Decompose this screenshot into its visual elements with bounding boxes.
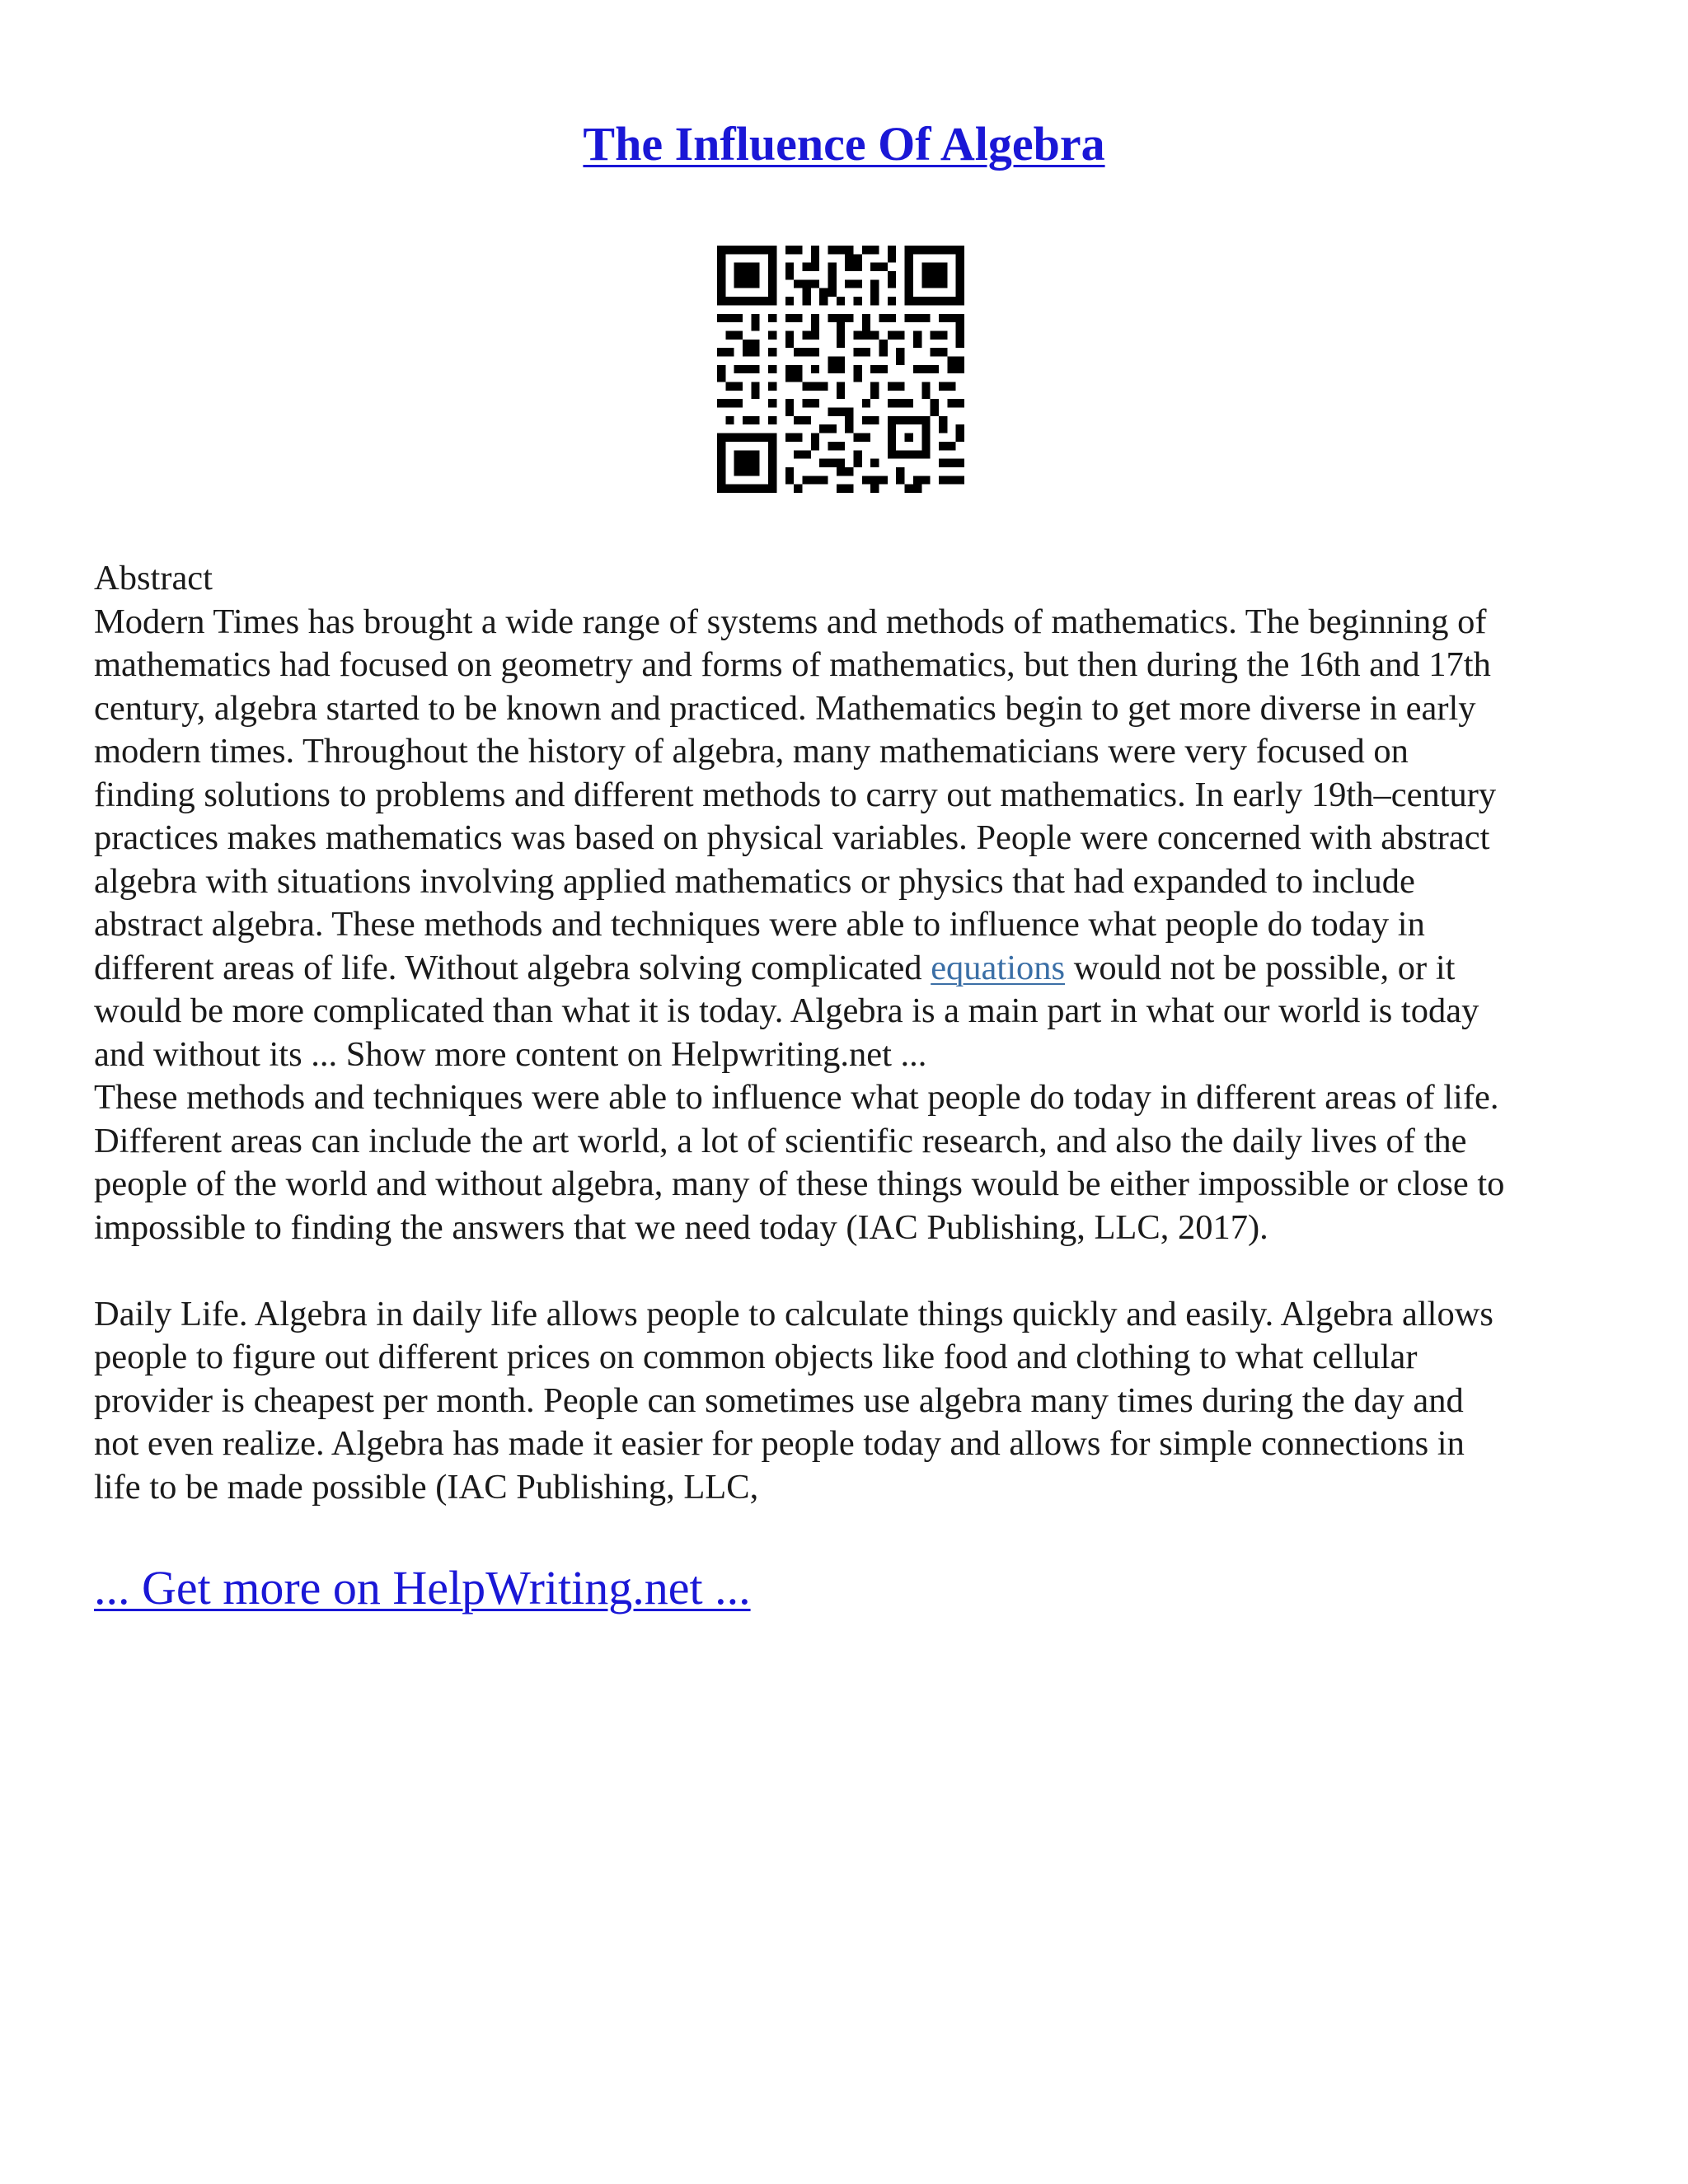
text-line: finding solutions to problems and different methods to carry out mathematics. In early 19th–century	[94, 775, 1497, 814]
text-line: algebra with situations involving applied mathematics or physics that had expanded to include	[94, 861, 1415, 901]
text-line: not even realize. Algebra has made it easier for people today and allows for simple connections in	[94, 1424, 1465, 1463]
title-link[interactable]: The Influence Of Algebra	[583, 117, 1105, 171]
text-line: Daily Life. Algebra in daily life allows people to calculate things quickly and easily. Algebra allows	[94, 1294, 1493, 1333]
text-line: provider is cheapest per month. People can sometimes use algebra many times during the day and	[94, 1380, 1464, 1420]
equations-link[interactable]: equations	[931, 948, 1066, 987]
text-line: life to be made possible (IAC Publishing, LLC,	[94, 1467, 759, 1507]
document-title	[0, 115, 1688, 173]
text-line: would be more complicated than what it is today. Algebra is a main part in what our world is today	[94, 991, 1479, 1030]
get-more-link[interactable]: ... Get more on HelpWriting.net ...	[94, 1561, 751, 1615]
text-line-with-link	[94, 947, 1602, 991]
paragraph-spacer	[94, 1249, 1602, 1293]
text-fragment: different areas of life. Without algebra solving complicated	[94, 948, 931, 987]
text-line: people of the world and without algebra, many of these things would be either impossible or close to	[94, 1165, 1505, 1203]
text-line: century, algebra started to be known and practiced. Mathematics begin to get more diverse in early	[94, 688, 1476, 728]
text-line: These methods and techniques were able to influence what people do today in different areas of life.	[94, 1078, 1499, 1117]
document-body	[94, 557, 1602, 1509]
text-line: Modern Times has brought a wide range of systems and methods of mathematics. The beginning of	[94, 602, 1487, 641]
text-line: Different areas can include the art world, a lot of scientific research, and also the daily lives of the	[94, 1121, 1467, 1160]
paragraph-influence	[94, 1076, 1602, 1249]
text-line: abstract algebra. These methods and techniques were able to influence what people do today in	[94, 905, 1425, 944]
paragraph-daily-life	[94, 1293, 1602, 1510]
text-line: modern times. Throughout the history of algebra, many mathematicians were very focused on	[94, 732, 1409, 771]
text-line: practices makes mathematics was based on physical variables. People were concerned with abstract	[94, 818, 1490, 857]
text-line: mathematics had focused on geometry and forms of mathematics, but then during the 16th and 17th	[94, 645, 1491, 684]
text-fragment: would not be possible, or it	[1065, 948, 1456, 987]
text-line: impossible to finding the answers that we need today (IAC Publishing, LLC, 2017).	[94, 1207, 1268, 1247]
more-link-container	[94, 1559, 751, 1617]
paragraph-intro	[94, 601, 1602, 1077]
text-line: people to figure out different prices on common objects like food and clothing to what cellular	[94, 1338, 1418, 1376]
qr-code-icon	[717, 246, 964, 493]
text-line: and without its ... Show more content on Helpwriting.net ...	[94, 1034, 927, 1074]
abstract-heading: Abstract	[94, 559, 213, 598]
